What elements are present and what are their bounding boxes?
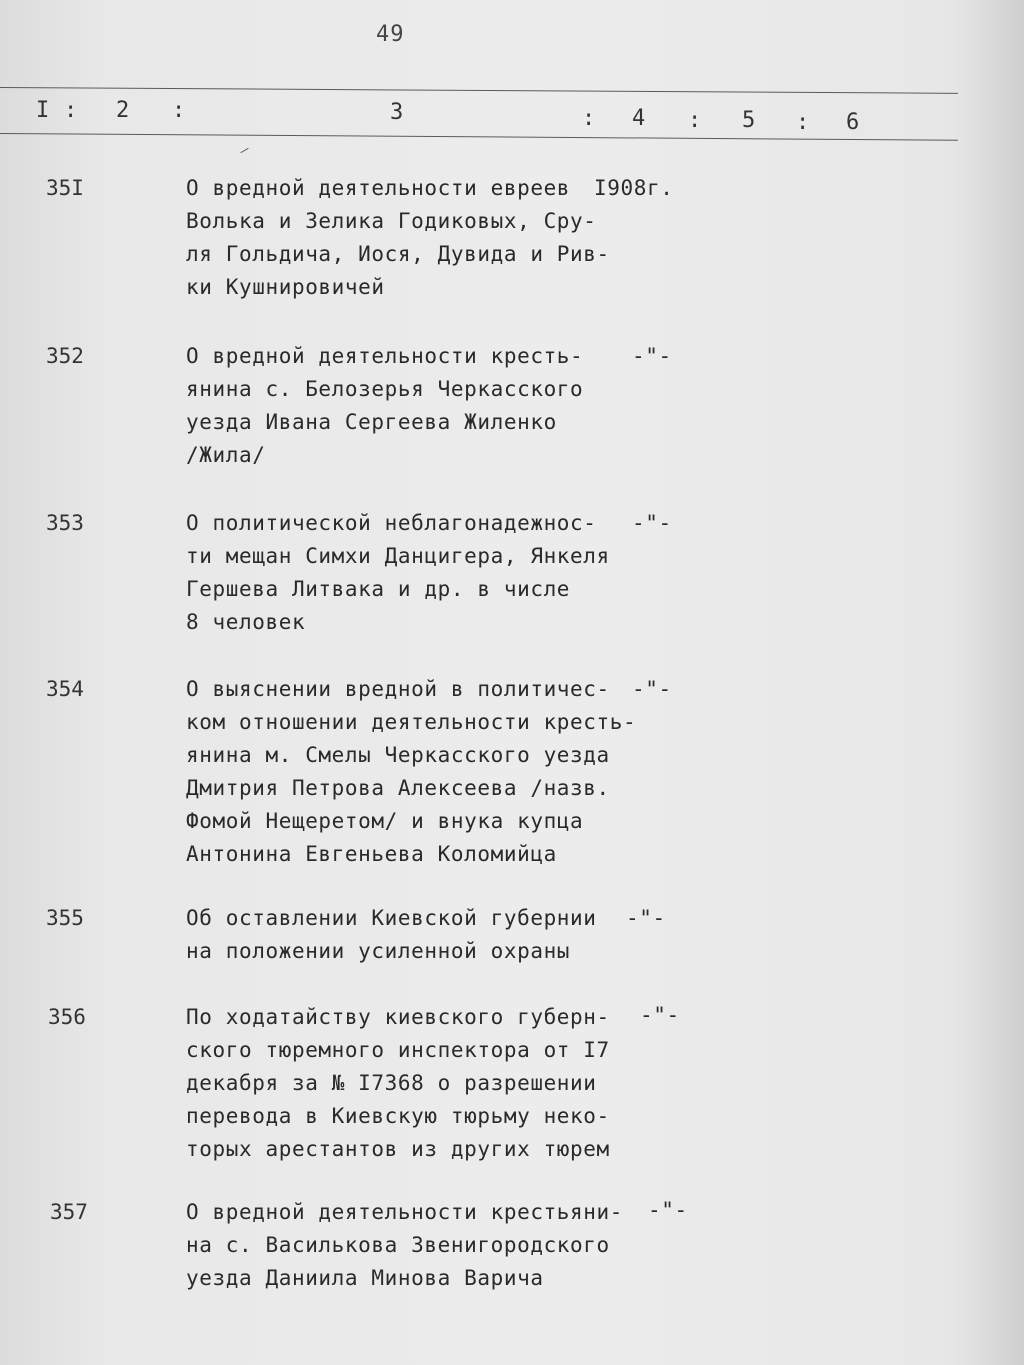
entry-line: на с. Василькова Звенигородского — [186, 1233, 610, 1257]
entry-date: -"- — [626, 906, 666, 930]
entry-line: О вредной деятельности крестьяни- — [186, 1200, 624, 1224]
column-separator: : — [172, 98, 186, 123]
entry-number: 352 — [46, 344, 84, 368]
entry-description — [186, 1001, 610, 1166]
entry-date: -"- — [632, 344, 672, 368]
entry-line: ти мещан Симхи Данцигера, Янкеля — [186, 544, 610, 568]
entry-line: ля Гольдича, Иося, Дувида и Рив- — [186, 242, 610, 266]
entry-number: 35I — [46, 176, 84, 200]
entry-number: 356 — [48, 1005, 86, 1029]
entry-line: По ходатайству киевского губерн- — [186, 1005, 610, 1029]
entry-line: декабря за № I7368 о разрешении — [186, 1071, 597, 1095]
page-number: 49 — [376, 22, 405, 47]
entry-date: -"- — [648, 1198, 688, 1222]
entry-description — [186, 507, 610, 639]
entry-line: /Жила/ — [186, 443, 266, 467]
entry-line: О вредной деятельности кресть- — [186, 344, 584, 368]
entry-description — [186, 340, 583, 472]
entry-line: янина с. Белозерья Черкасского — [186, 377, 584, 401]
column-separator: : — [796, 110, 810, 135]
entry-date: -"- — [640, 1003, 680, 1027]
entry-line: ского тюремного инспектора от I7 — [186, 1038, 610, 1062]
entry-date: -"- — [632, 511, 672, 535]
entry-date: -"- — [632, 677, 672, 701]
column-header-row — [0, 0, 1024, 140]
entry-description — [186, 172, 610, 304]
entry-line: перевода в Киевскую тюрьму неко- — [186, 1104, 610, 1128]
entry-line: О выяснении вредной в политичес- — [186, 677, 610, 701]
entry-description — [186, 902, 597, 968]
page-edge-shadow — [960, 0, 1024, 1365]
entry-line: Дмитрия Петрова Алексеева /назв. — [186, 776, 610, 800]
entry-description — [186, 1196, 623, 1295]
entry-line: О вредной деятельности евреев — [186, 176, 571, 200]
entry-line: уезда Ивана Сергеева Жиленко — [186, 410, 557, 434]
entry-line: Гершева Литвака и др. в числе — [186, 577, 571, 601]
entry-description — [186, 673, 636, 871]
entry-line: Фомой Нещеретом/ и внука купца — [186, 809, 584, 833]
entry-line: 8 человек — [186, 610, 306, 634]
entry-number: 354 — [46, 677, 84, 701]
entry-line: О политической неблагонадежнос- — [186, 511, 597, 535]
entry-line: на положении усиленной охраны — [186, 939, 571, 963]
entry-line: Волька и Зелика Годиковых, Сру- — [186, 209, 597, 233]
entry-line: ки Кушнировичей — [186, 275, 385, 299]
column-header-2: 2 — [116, 98, 130, 123]
entry-number: 355 — [46, 906, 84, 930]
entry-line: ком отношении деятельности кресть- — [186, 710, 637, 734]
column-separator: : — [688, 108, 702, 133]
entry-line: янина м. Смелы Черкасского уезда — [186, 743, 610, 767]
entry-line: Об оставлении Киевской губернии — [186, 906, 597, 930]
entry-line: уезда Даниила Минова Варича — [186, 1266, 544, 1290]
entry-line: Антонина Евгеньева Коломийца — [186, 842, 557, 866]
column-separator: : — [64, 98, 78, 123]
column-header-5: 5 — [742, 108, 756, 133]
entry-line: торых арестантов из других тюрем — [186, 1137, 610, 1161]
entry-number: 353 — [46, 511, 84, 535]
column-header-4: 4 — [632, 106, 646, 131]
entry-number: 357 — [50, 1200, 88, 1224]
column-header-3: 3 — [390, 100, 404, 125]
column-header-6: 6 — [846, 110, 860, 135]
entry-date: I908г. — [594, 176, 674, 200]
column-header-1: I — [36, 98, 50, 123]
pencil-tick-mark — [240, 148, 248, 153]
column-separator: : — [582, 106, 596, 131]
